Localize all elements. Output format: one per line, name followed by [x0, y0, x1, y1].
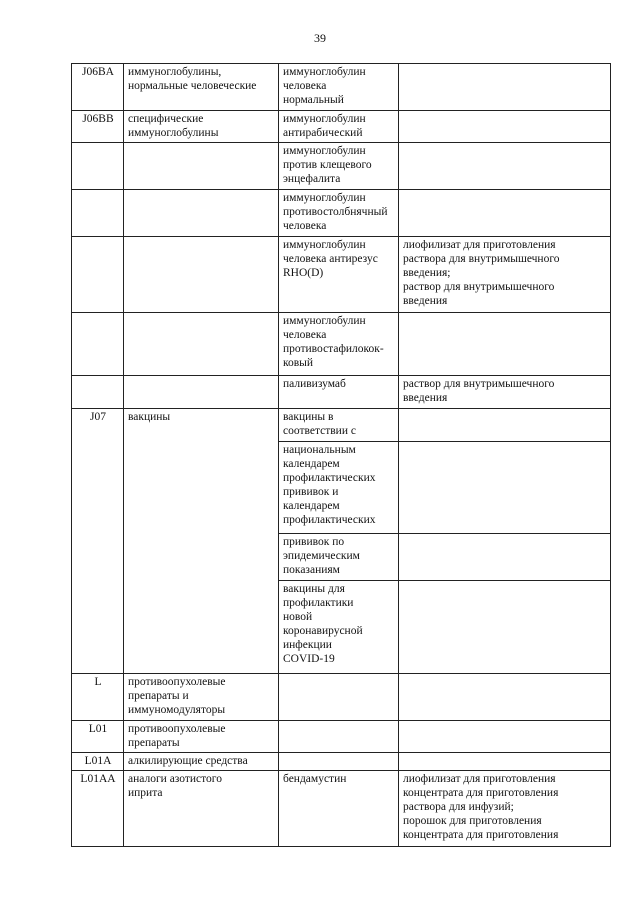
dosage-form-cell: лиофилизат для приготовления раствора для внутримышечного введения; раствор для внутримышечного введения: [399, 237, 611, 313]
dosage-form-cell: раствор для внутримышечного введения: [399, 376, 611, 409]
group-name-cell: [124, 143, 279, 190]
group-name-cell: аналоги азотистого иприта: [124, 771, 279, 847]
dosage-form-cell: [399, 581, 611, 674]
table-row: [72, 313, 611, 376]
atc-code-cell: L01: [72, 721, 124, 753]
dosage-form-cell: [399, 442, 611, 534]
drug-name-cell: национальным календарем профилактических прививок и календарем профилактических: [279, 442, 399, 534]
dosage-form-cell: [399, 409, 611, 442]
group-name-cell: противоопухолевые препараты: [124, 721, 279, 753]
dosage-form-cell: [399, 111, 611, 143]
dosage-form-cell: [399, 190, 611, 237]
group-name-cell: [124, 313, 279, 376]
atc-code-cell: J06BB: [72, 111, 124, 143]
group-name-cell: алкилирующие средства: [124, 753, 279, 771]
atc-code-cell: [72, 190, 124, 237]
atc-code-cell: [72, 376, 124, 409]
group-name-cell: [124, 237, 279, 313]
drug-name-cell: иммуноглобулин противостолбнячный человека: [279, 190, 399, 237]
drug-name-cell: вакцины в соответствии с: [279, 409, 399, 442]
atc-code-cell: J06BA: [72, 64, 124, 111]
drug-name-cell: прививок по эпидемическим показаниям: [279, 534, 399, 581]
table-row: [72, 409, 611, 442]
atc-code-cell: L01A: [72, 753, 124, 771]
atc-code-cell: [72, 313, 124, 376]
table-row: [72, 190, 611, 237]
group-name-cell: иммуноглобулины, нормальные человеческие: [124, 64, 279, 111]
dosage-form-cell: [399, 674, 611, 721]
dosage-form-cell: [399, 143, 611, 190]
atc-code-cell: J07: [72, 409, 124, 674]
group-name-cell: специфические иммуноглобулины: [124, 111, 279, 143]
drug-name-cell: вакцины для профилактики новой коронавирусной инфекции COVID-19: [279, 581, 399, 674]
table-row: [72, 753, 611, 771]
dosage-form-cell: [399, 313, 611, 376]
table-row: [72, 111, 611, 143]
dosage-form-cell: [399, 64, 611, 111]
drug-name-cell: иммуноглобулин человека нормальный: [279, 64, 399, 111]
group-name-cell: вакцины: [124, 409, 279, 674]
group-name-cell: [124, 190, 279, 237]
dosage-form-cell: [399, 534, 611, 581]
table-row: [72, 674, 611, 721]
drug-name-cell: [279, 753, 399, 771]
group-name-cell: противоопухолевые препараты и иммуномодуляторы: [124, 674, 279, 721]
atc-code-cell: [72, 237, 124, 313]
drug-name-cell: [279, 674, 399, 721]
atc-code-cell: L: [72, 674, 124, 721]
drug-name-cell: иммуноглобулин человека антирезус RHO(D): [279, 237, 399, 313]
drug-name-cell: иммуноглобулин против клещевого энцефалита: [279, 143, 399, 190]
table-row: [72, 237, 611, 313]
drug-name-cell: иммуноглобулин человека противостафилокок- ковый: [279, 313, 399, 376]
drug-name-cell: паливизумаб: [279, 376, 399, 409]
page-number: 39: [314, 31, 326, 45]
drug-table: [71, 63, 611, 847]
drug-name-cell: бендамустин: [279, 771, 399, 847]
group-name-cell: [124, 376, 279, 409]
table-row: [72, 721, 611, 753]
table-row: [72, 771, 611, 847]
dosage-form-cell: [399, 753, 611, 771]
table-row: [72, 64, 611, 111]
dosage-form-cell: лиофилизат для приготовления концентрата для приготовления раствора для инфузий; порошок для приготовления концентрата для приготовления: [399, 771, 611, 847]
table-row: [72, 376, 611, 409]
atc-code-cell: [72, 143, 124, 190]
atc-code-cell: L01AA: [72, 771, 124, 847]
table-row: [72, 143, 611, 190]
dosage-form-cell: [399, 721, 611, 753]
drug-name-cell: [279, 721, 399, 753]
drug-name-cell: иммуноглобулин антирабический: [279, 111, 399, 143]
